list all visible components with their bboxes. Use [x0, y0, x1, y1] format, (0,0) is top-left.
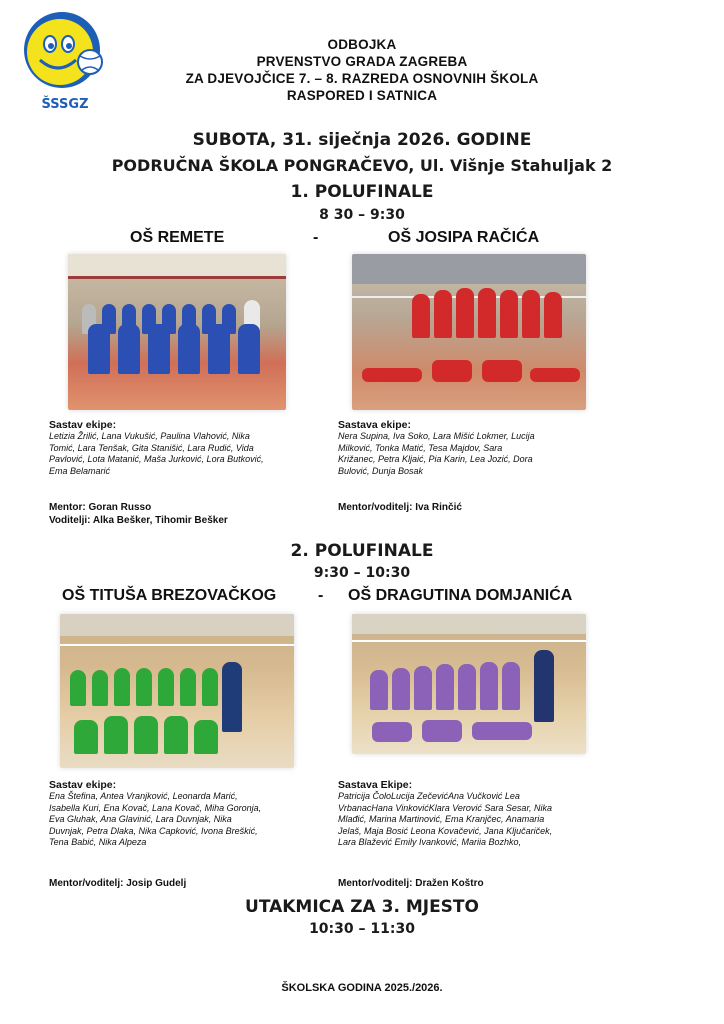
header-schedule: RASPORED I SATNICA: [286, 88, 438, 103]
logo-text: ŠSSGZ: [41, 97, 89, 112]
semifinal-1-time: 8 30 – 9:30: [319, 207, 405, 223]
semifinal-2-time: 9:30 – 10:30: [313, 565, 411, 581]
semifinal-2-team-right: OŠ DRAGUTINA DOMJANIĆA: [348, 587, 573, 604]
header-championship: PRVENSTVO GRADA ZAGREBA: [256, 54, 468, 69]
event-date: SUBOTA, 31. siječnja 2026. GODINE: [192, 130, 532, 150]
semifinal-1-team-right: OŠ JOSIPA RAČIĆA: [388, 229, 540, 246]
team-photo-josipa-racica: [352, 254, 586, 410]
semifinal-2-right-mentor: Mentor/voditelj: Dražen Koštro: [338, 878, 484, 889]
kneeling-players: [372, 716, 542, 746]
kneeling-players: [362, 354, 582, 394]
standing-players: [412, 278, 572, 338]
header-sport: ODBOJKA: [327, 37, 397, 52]
header-category: ZA DJEVOJČICE 7. – 8. RAZREDA OSNOVNIH ŠKOLA: [185, 71, 539, 86]
semifinal-2-left-roster: Ena Štefina, Antea Vranjković, Leonarda Marić, Isabella Kuri, Ena Kovač, Lana Kovač, Miha Goronja, Eva Gluhak, Ana Glavinić, Lara Duvnjak, Nika Duvnjak, Petra Dlaka, Nika Capković, Ivona Breškić, Tena Babić, Nika Alpeza: [49, 791, 262, 847]
semifinal-1-right-roster-title: Sastava ekipe:: [338, 419, 411, 431]
front-row-players: [88, 314, 278, 394]
standing-players: [370, 650, 580, 710]
semifinal-1-title: 1. POLUFINALE: [290, 182, 434, 202]
semifinal-1-left-roster-title: Sastav ekipe:: [49, 419, 117, 431]
semifinal-1-right-mentor: Mentor/voditelj: Iva Rinčić: [338, 502, 462, 513]
team-photo-dragutina-domjanica: [352, 614, 586, 754]
front-row-players: [74, 710, 264, 760]
third-place-time: 10:30 – 11:30: [309, 921, 415, 937]
semifinal-1-left-mentor: Mentor: Goran Russo: [49, 502, 152, 513]
semifinal-2-left-mentor: Mentor/voditelj: Josip Gudelj: [49, 878, 187, 889]
team-photo-remete: [68, 254, 286, 410]
standing-players: [70, 660, 270, 710]
semifinal-1-vs: -: [313, 229, 319, 246]
third-place-title: UTAKMICA ZA 3. MJESTO: [245, 897, 479, 917]
team-photo-titusa-brezovackog: [60, 614, 294, 768]
semifinal-2-vs: -: [318, 587, 324, 604]
school-year-footer: ŠKOLSKA GODINA 2025./2026.: [281, 982, 443, 994]
semifinal-2-right-roster: Patricija ČoloLucija ZečevićAna Vučković Lea VrbanacHana VinkovićKlara Verović Sara Sesar, Nika Mlađić, Marina Martinović, Ema Kranjčec, Anamaria Jelaš, Maja Bosić Leona Kovačević, Jana Ključariček, Lara Blažević Emily Ivanković, Mariia Bozhko,: [338, 791, 553, 847]
event-venue: PODRUČNA ŠKOLA PONGRAČEVO, Ul. Višnje Stahuljak 2: [111, 156, 613, 175]
semifinal-1-right-roster: Nera Supina, Iva Soko, Lara Mišić Lokmer, Lucija Milković, Tonka Matić, Tesa Majdov, Sara Križanec, Petra Kljaić, Pia Karin, Lea Jozić, Dora Bulović, Dunja Bosak: [338, 431, 535, 476]
semifinal-1-left-coaches: Voditelji: Alka Bešker, Tihomir Bešker: [49, 515, 228, 526]
semifinal-1-team-left: OŠ REMETE: [130, 229, 225, 246]
semifinal-2-title: 2. POLUFINALE: [290, 541, 434, 561]
semifinal-2-team-left: OŠ TITUŠA BREZOVAČKOG: [62, 587, 277, 604]
semifinal-1-left-roster: Letizia Žrilić, Lana Vukušić, Paulina Vlahović, Nika Tomić, Lara Tenšak, Gita Stanišić, Lara Rudić, Vida Pavlović, Lota Matanić, Maša Jurković, Lora Butković, Ema Belamarić: [49, 431, 264, 476]
semifinal-2-right-roster-title: Sastava Ekipe:: [338, 779, 413, 791]
semifinal-2-left-roster-title: Sastav ekipe:: [49, 779, 117, 791]
